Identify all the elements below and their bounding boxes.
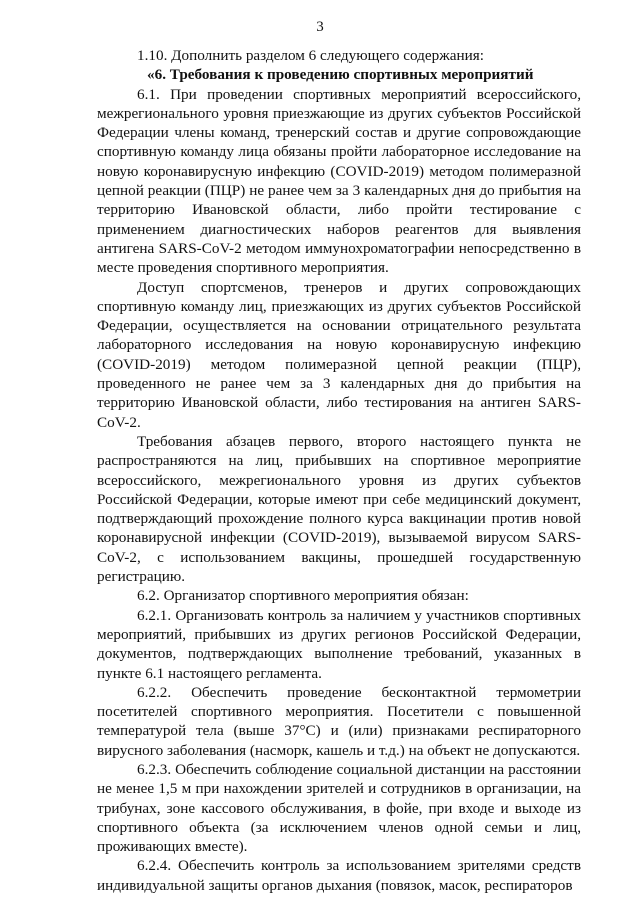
paragraph-1-10: 1.10. Дополнить разделом 6 следующего содержания: [137, 47, 484, 64]
paragraph-6-2-1: 6.2.1. Организовать контроль за наличием у участников спортивных мероприятий, прибывших из других регионов Российской Федерации, документов, подтверждающих выполнение требований, указанных в пункте 6.1 настоящего регламента. [97, 606, 581, 682]
paragraph-6-1: 6.1. При проведении спортивных мероприятий всероссийского, межрегионального уровня приезжающие из других субъектов Российской Федерации члены команд, тренерский состав и другие сопровождающие спортивную команду лица обязаны пройти лабораторное исследование на новую коронавирусную инфекцию (COVID-2019) методом полимеразной цепной реакции (ПЦР) не ранее чем за 3 календарных дня до прибытия на территорию Ивановской области, либо пройти тестирование с применением диагностических наборов реагентов для выявления антигена SARS-CoV-2 методом иммунохроматографии непосредственно в месте проведения спортивного мероприятия. [97, 85, 581, 277]
paragraph-6-2-3: 6.2.3. Обеспечить соблюдение социальной дистанции на расстоянии не менее 1,5 м при нахождении зрителей и сотрудников в организации, на трибунах, зоне кассового обслуживания, в фойе, при входе и выходе из спортивного объекта (за исключением членов одной семьи и лиц, проживающих вместе). [97, 760, 581, 856]
page-number: 3 [316, 19, 324, 35]
paragraph-6-2: 6.2. Организатор спортивного мероприятия обязан: [137, 587, 469, 605]
paragraph-access: Доступ спортсменов, тренеров и других сопровождающих спортивную команду лиц, приезжающих из других субъектов Российской Федерации, осуществляется на основании отрицательного результата лабораторного исследования на новую коронавирусную инфекцию (COVID-2019) методом полимеразной цепной реакции (ПЦР), проведенного не ранее чем за 3 календарных дня до прибытия на территорию Ивановской области, либо тестирования на антиген SARS-CoV-2. [97, 278, 581, 431]
paragraph-6-2-4: 6.2.4. Обеспечить контроль за использованием зрителями средств индивидуальной защиты органов дыхания (повязок, масок, респираторов [97, 857, 581, 894]
section-6-heading: «6. Требования к проведению спортивных мероприятий [147, 66, 534, 84]
paragraph-6-2-2: 6.2.2. Обеспечить проведение бесконтактной термометрии посетителей спортивного мероприятия. Посетители с повышенной температурой тела (выше 37°С) и (или) признаками респираторного вирусного заболевания (насморк, кашель и т.д.) на объект не допускаются. [97, 683, 581, 759]
document-body [97, 46, 581, 895]
paragraph-exemption: Требования абзацев первого, второго настоящего пункта не распространяются на лиц, прибывших на спортивное мероприятие всероссийского, межрегионального уровня из других субъектов Российской Федерации, которые имеют при себе медицинский документ, подтверждающий прохождение полного курса вакцинации против новой коронавирусной инфекции (COVID-2019), вызываемой вирусом SARS-CoV-2, с использованием вакцины, прошедшей государственную регистрацию. [97, 432, 581, 586]
